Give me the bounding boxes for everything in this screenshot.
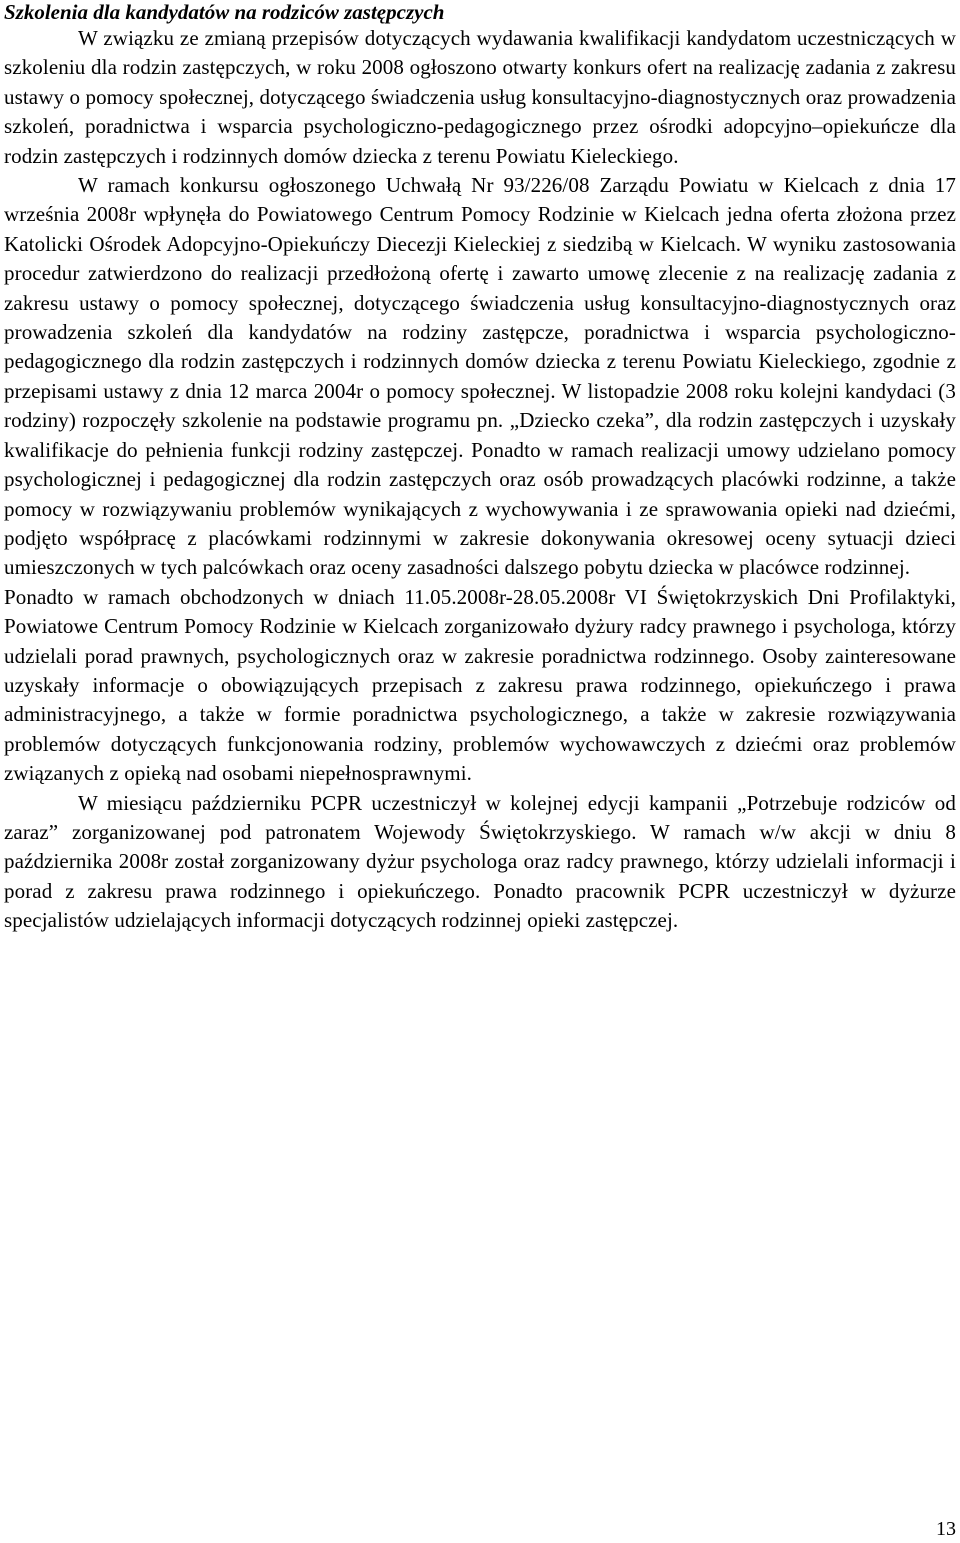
section-heading: Szkolenia dla kandydatów na rodziców zastępczych (4, 0, 445, 24)
paragraph-training-contest: W związku ze zmianą przepisów dotyczących wydawania kwalifikacji kandydatom uczestniczących w szkoleniu dla rodzin zastępczych, w roku 2008 ogłoszono otwarty konkurs ofert na realizację zadania z zakresu ustawy o pomocy społecznej, dotyczącego świadczenia usług konsultacyjno-diagnostycznych oraz prowadzenia szkoleń, poradnictwa i wsparcia psychologiczno-pedagogicznego przez ośrodki adopcyjno–opiekuńcze dla rodzin zastępczych i rodzinnych domów dziecka z terenu Powiatu Kieleckiego. (4, 26, 956, 168)
document-page (4, 0, 956, 936)
paragraph-contest-results: W ramach konkursu ogłoszonego Uchwałą Nr 93/226/08 Zarządu Powiatu w Kielcach z dnia 17 września 2008r wpłynęła do Powiatowego Centrum Pomocy Rodzinie w Kielcach jedna oferta złożona przez Katolicki Ośrodek Adopcyjno-Opiekuńczy Diecezji Kieleckiej z siedzibą w Kielcach. W wyniku zastosowania procedur zatwierdzono do realizacji przedłożoną ofertę i zawarto umowę zlecenie z na realizację zadania z zakresu ustawy o pomocy społecznej, dotyczącego świadczenia usług konsultacyjno-diagnostycznych oraz prowadzenia szkoleń dla kandydatów na rodziny zastępcze, poradnictwa i wsparcia psychologiczno-pedagogicznego dla rodzin zastępczych i rodzinnych domów dziecka z terenu Powiatu Kieleckiego, zgodnie z przepisami ustawy z dnia 12 marca 2004r o pomocy społecznej. W listopadzie 2008 roku kolejni kandydaci (3 rodziny) rozpoczęły szkolenie na podstawie programu pn. „Dziecko czeka”, dla rodzin zastępczych i uzyskały kwalifikacje do pełnienia funkcji rodziny zastępczej. Ponadto w ramach realizacji umowy udzielano pomocy psychologicznej i pedagogicznej dla rodzin zastępczych oraz osób prowadzących placówki rodzinne, a także pomocy w rozwiązywaniu problemów wynikających z wychowywania i ze sprawowania opieki nad dziećmi, podjęto współpracę z placówkami rodzinnymi w zakresie dokonywania okresowej oceny sytuacji dzieci umieszczonych w tych palcówkach oraz oceny zasadności dalszego pobytu dziecka w placówce rodzinnej. (4, 173, 956, 580)
paragraph-campaign: W miesiącu październiku PCPR uczestniczył w kolejnej edycji kampanii „Potrzebuje rodziców od zaraz” zorganizowanej pod patronatem Wojewody Świętokrzyskiego. W ramach w/w akcji w dniu 8 października 2008r został zorganizowany dyżur psychologa oraz radcy prawnego, którzy udzielali informacji i porad z zakresu prawa rodzinnego i opiekuńczego. Ponadto pracownik PCPR uczestniczył w dyżurze specjalistów udzielających informacji dotyczących rodzinnej opieki zastępczej. (4, 790, 956, 933)
page-number: 13 (936, 1518, 956, 1540)
paragraph-prevention-days: Ponadto w ramach obchodzonych w dniach 11.05.2008r-28.05.2008r VI Świętokrzyskich Dni Profilaktyki, Powiatowe Centrum Pomocy Rodzinie w Kielcach zorganizowało dyżury radcy prawnego i psychologa, którzy udzielali porad prawnych, psychologicznych oraz w zakresie poradnictwa rodzinnego. Osoby zainteresowane uzyskały informacje o obowiązujących przepisach z zakresu prawa rodzinnego, opiekuńczego i prawa administracyjnego, a także w formie poradnictwa psychologicznego, a także w zakresie rozwiązywania problemów dotyczących funkcjonowania rodziny, problemów wychowawczych z dziećmi oraz problemów związanych z opieką nad osobami niepełnosprawnymi. (4, 584, 956, 786)
